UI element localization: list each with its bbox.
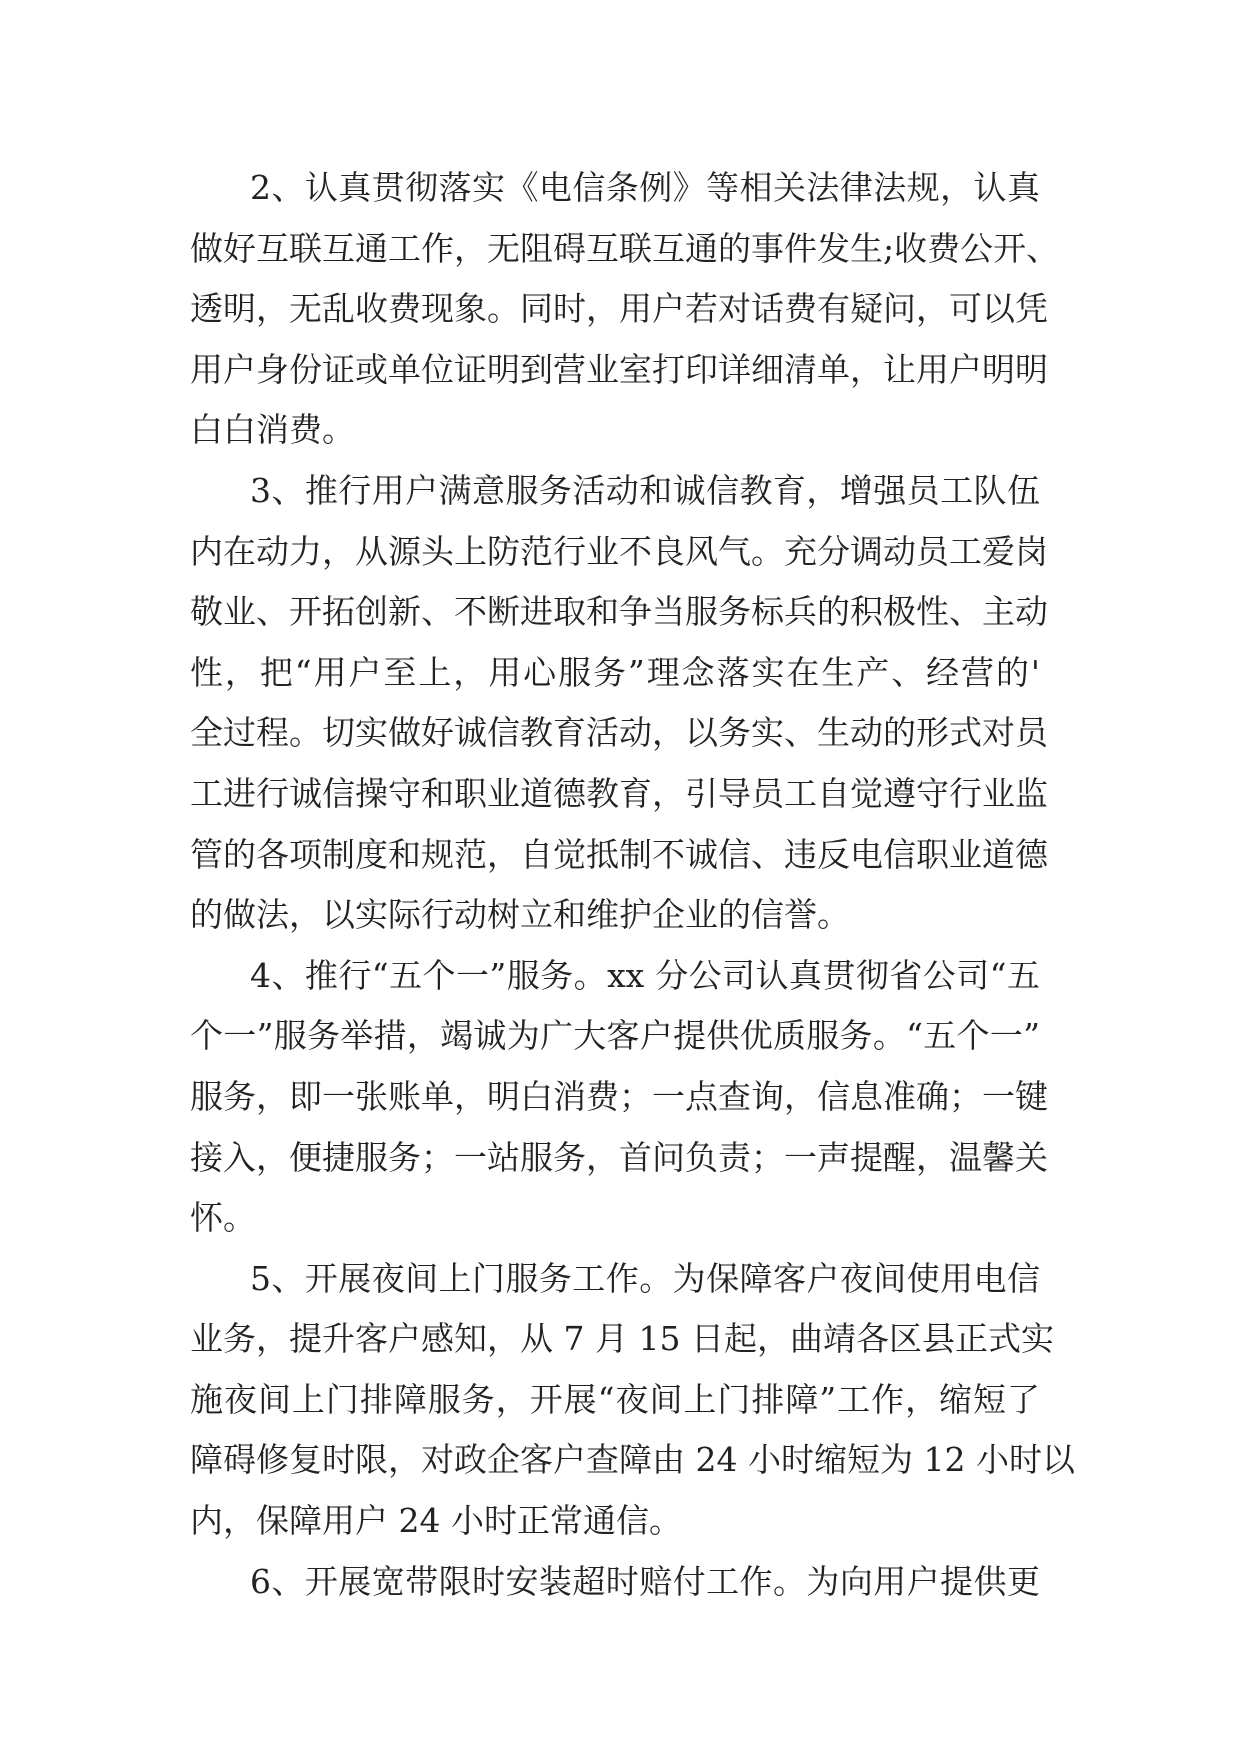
paragraph-line: 用户身份证或单位证明到营业室打印详细清单，让用户明明 bbox=[190, 349, 1048, 389]
paragraph-line: 2、认真贯彻落实《电信条例》等相关法律法规，认真 bbox=[250, 168, 1040, 207]
paragraph-line: 施夜间上门排障服务，开展“夜间上门排障”工作，缩短了 bbox=[190, 1379, 1040, 1419]
paragraph-line: 内，保障用户 24 小时正常通信。 bbox=[190, 1501, 682, 1541]
paragraph-line: 业务，提升客户感知，从 7 月 15 日起，曲靖各区县正式实 bbox=[190, 1319, 1054, 1359]
paragraph-line: 全过程。切实做好诚信教育活动，以务实、生动的形式对员 bbox=[190, 713, 1048, 753]
paragraph-line: 做好互联互通工作，无阻碍互联互通的事件发生;收费公开、 bbox=[190, 228, 1060, 268]
paragraph-line: 敬业、开拓创新、不断进取和争当服务标兵的积极性、主动 bbox=[190, 592, 1048, 632]
paragraph-line: 服务，即一张账单，明白消费；一点查询，信息准确；一键 bbox=[190, 1076, 1048, 1116]
paragraph-line: 内在动力，从源头上防范行业不良风气。充分调动员工爱岗 bbox=[190, 531, 1048, 571]
paragraph-line: 5、开展夜间上门服务工作。为保障客户夜间使用电信 bbox=[250, 1258, 1040, 1298]
paragraph-line: 3、推行用户满意服务活动和诚信教育，增强员工队伍 bbox=[250, 470, 1040, 510]
paragraph-line: 4、推行“五个一”服务。xx 分公司认真贯彻省公司“五 bbox=[250, 955, 1040, 995]
paragraph-line: 工进行诚信操守和职业道德教育，引导员工自觉遵守行业监 bbox=[190, 773, 1048, 813]
paragraph-4 bbox=[190, 946, 1048, 1249]
paragraph-5 bbox=[190, 1249, 1075, 1552]
paragraph-line: 个一”服务举措，竭诚为广大客户提供优质服务。“五个一” bbox=[190, 1016, 1040, 1056]
paragraph-line: 白白消费。 bbox=[190, 410, 355, 450]
paragraph-3 bbox=[190, 461, 1048, 946]
document-body bbox=[190, 158, 1075, 1612]
paragraph-6 bbox=[190, 1552, 1040, 1613]
paragraph-2 bbox=[190, 158, 1060, 461]
paragraph-line: 6、开展宽带限时安装超时赔付工作。为向用户提供更 bbox=[250, 1561, 1040, 1601]
paragraph-line: 性，把“用户至上，用心服务”理念落实在生产、经营的' bbox=[190, 652, 1040, 692]
paragraph-line: 透明，无乱收费现象。同时，用户若对话费有疑问，可以凭 bbox=[190, 289, 1048, 329]
paragraph-line: 障碍修复时限，对政企客户查障由 24 小时缩短为 12 小时以 bbox=[190, 1440, 1075, 1480]
paragraph-line: 管的各项制度和规范，自觉抵制不诚信、违反电信职业道德 bbox=[190, 834, 1048, 874]
paragraph-line: 接入，便捷服务；一站服务，首问负责；一声提醒，温馨关 bbox=[190, 1137, 1048, 1177]
paragraph-line: 怀。 bbox=[190, 1198, 256, 1238]
paragraph-line: 的做法，以实际行动树立和维护企业的信誉。 bbox=[190, 895, 850, 935]
